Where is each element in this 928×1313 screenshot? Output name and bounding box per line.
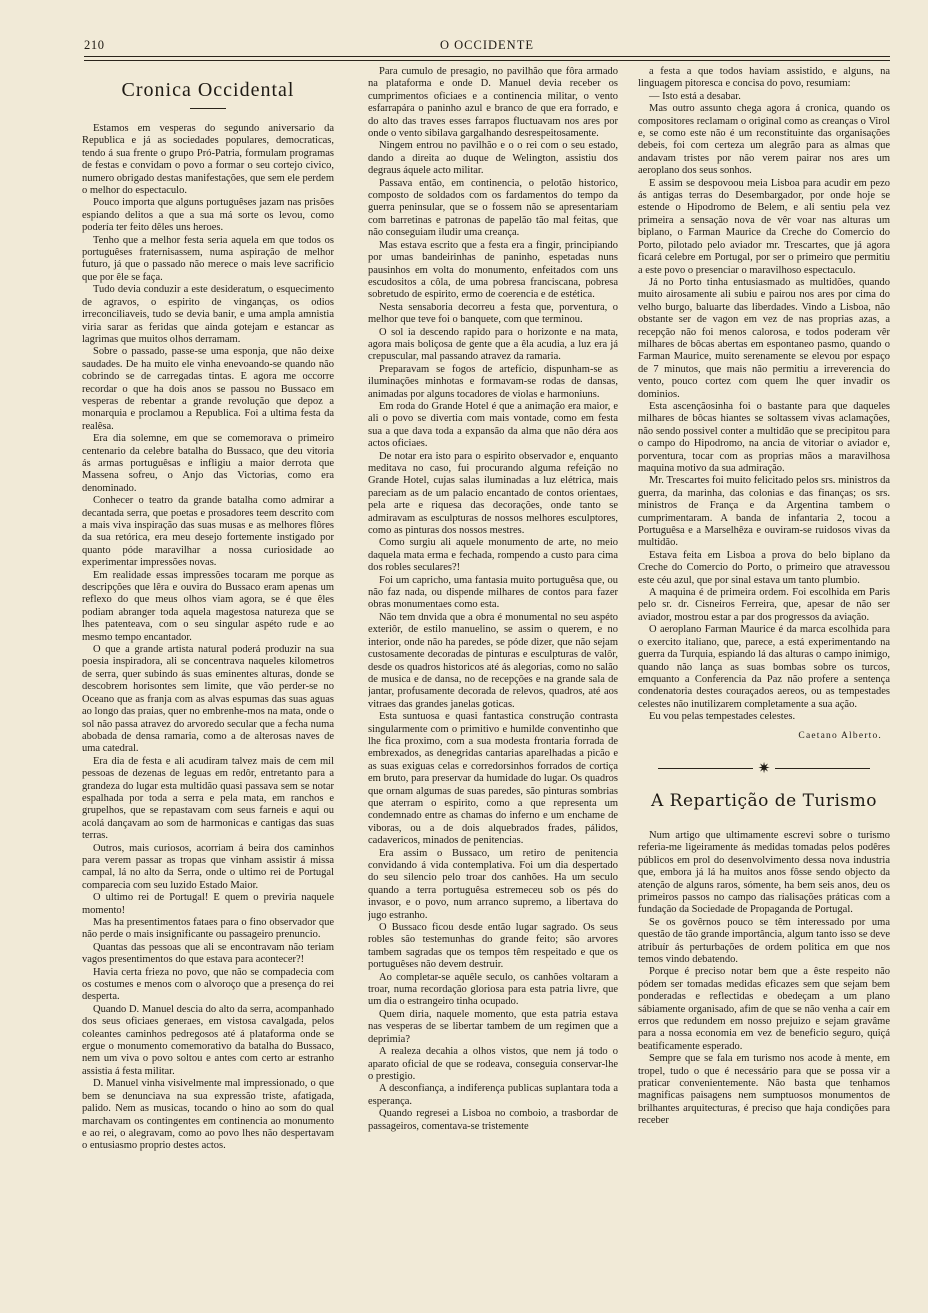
- column-3-body: [638, 66, 890, 724]
- paragraph: Já no Porto tinha entusiasmado as multidões, quando muito airosamente ali subiu e pairou nos ares por cima do velho burgo, baluarte das liberdades. Vindo a Lisboa, não obstante ser de vagon em vez de nas proprias azas, a recepção não foi menos calorosa, e todos poderam vêr milhares de bôcas abertas em espontaneo pasmo, quando o Farman Maurice, muito serenamente se elevou por espaço de 7 minutos, que mais não permitiu a irreverencia do vento, pouco cortez com quem lhe quer invadir os dominios.: [638, 276, 890, 400]
- paragraph: E assim se despovoou meia Lisboa para acudir em pezo ás antigas terras do Desembargador, por onde hoje se estende o Hipodromo de Belem, e ali sentiu pela vez primeira a sensação nova de vêr voar nas alturas um biplano, o Farman Maurice da Creche do Comercio do Porto, pilotado pelo aviador mr. Trescartes, que já agora ficará celebre em Portugal, por ser o primeiro que permitiu a este povo o presenciar o maravilhoso espectaculo.: [638, 177, 890, 276]
- paragraph: O ultimo rei de Portugal! E quem o previria naquele momento!: [82, 892, 334, 916]
- article-2-body: [638, 830, 890, 1128]
- paragraph: Ningem entrou no pavilhão e o o rei com o seu estado, dando a direita ao duque de Welington, assistiu dos degraus áquele acto militar.: [368, 140, 618, 177]
- paragraph: Era dia de festa e ali acudiram talvez mais de cem mil pessoas de dezenas de leguas em redôr, entretanto para a grandeza do lugar esta multidão quasi passava sem se notar espalhada por toda a serra e pela mata, em ranchos e grupelhos, que se repastavam com seus farneis e aqui ou acolá dançavam ao som de harmonicas e cantigas das suas terras.: [82, 755, 334, 842]
- paragraph: D. Manuel vinha visivelmente mal impressionado, o que bem se denunciava na sua expressão triste, afatigada, palido. Nem as musicas, tocando o hino ao som do qual marchavam os contingentes em continencia ao monumento e ao rei, o alegravam, como ao povo lhes não despertavam o entusiasmo proprio destes actos.: [82, 1078, 334, 1152]
- paragraph: Em roda do Grande Hotel é que a animação era maior, e ali o povo se divertia com mais vontade, como em festa sua a que dava toda a expansão da alma que não déra aos actos oficiaes.: [368, 400, 618, 450]
- divider-line-right: [775, 768, 870, 769]
- paragraph: De notar era isto para o espirito observador e, enquanto meditava no caso, fui procurando alguma refeição no Grande Hotel, cujas salas iluminadas a luz elétrica, mais pareciam as de um palacio encantado de contos orientaes, pela arte e riquesa das decorações, onde tanto se admiravam as esculpturas de nossos melhores esculptores, como as pinturas dos nossos mestres.: [368, 450, 618, 537]
- paragraph: Quando D. Manuel descia do alto da serra, acompanhado dos seus oficiaes generaes, em vistosa cavalgada, pelos coleantes caminhos pedregosos até á plataforma onde se ergue o monumento comemorativo da batalha do Bussaco, nem um viva o povo soltou e antes com certo ar estranho assistia á festa militar.: [82, 1003, 334, 1077]
- paragraph: Para cumulo de presagio, no pavilhão que fôra armado na plataforma e onde D. Manuel devia receber os cumprimentos oficiaes e a continencia militar, o vento esfarrapára o paninho azul e branco de que era forrado, e do alto das traves esses farrapos fluctuavam nos ares por onde o vento sibilava gargalhando desrespeitosamente.: [368, 66, 618, 140]
- paragraph: Sempre que se fala em turismo nos acode à mente, em tropel, tudo o que é necessário para que se possa vir a praticar convenientemente. Não basta que tenhamos magnificas paisagens nem sumptuosos monumentos de brilhantes arquitecturas, é preciso que haja condições para receber: [638, 1053, 890, 1127]
- divider-line-left: [658, 768, 753, 769]
- paragraph: O que a grande artista natural poderá produzir na sua poesia inspiradora, ali se concentrava naqueles kilometros de serra, quer subindo ás suas eminentes alturas, donde se descobrem horisontes sem limite, que vão perder-se no Oceano que as franja com as alvas espumas das suas aguas ao longo das praias, quer no embrenhe-mos na mata, onde o sol não passa atravez do arvoredo secular que a fecha numa abobada de densa ramaria, como a de alterosas naves de uma catedral.: [82, 644, 334, 755]
- page-number: 210: [84, 38, 105, 52]
- column-2: [368, 66, 618, 1298]
- paragraph: Porque é preciso notar bem que a êste respeito não pódem ser tomadas medidas eficazes sem que sejam bem ponderadas e reflectidas e obedeçam a um plano sábiamente organisado, afim de que se não venha a caír em erros que redundem em nosso prejuizo e sejam gravâme para a nossa economia em vez de beneficio seguro, quiçá beatificamente esperado.: [638, 966, 890, 1052]
- section-divider: [638, 760, 890, 776]
- paragraph: Conhecer o teatro da grande batalha como admirar a decantada serra, que poetas e prosadores teem descrito com a mais viva inspiração das suas musas e as melhores flôres da sua retórica, era meu desejo fortemente instigado por quanto póde maravilhar a nossa curiosidade ao experimentar impressões novas.: [82, 495, 334, 569]
- paragraph: Nesta sensaboria decorreu a festa que, porventura, o melhor que teve foi o banquete, com que terminou.: [368, 301, 618, 326]
- paragraph: Quem diria, naquele momento, que esta patria estava nas vesperas de se libertar tambem de um regimen que a deprimia?: [368, 1008, 618, 1045]
- paragraph: Num artigo que ultimamente escrevi sobre o turismo referia-me ligeiramente ás medidas tomadas pelos podêres públicos em prol do desenvolvimento dessa nova industria que, embora já lá ha muitos anos fôsse sendo objecto da atenção de alguns raros, sómente, ha bem seis anos, deu os primeiros passos no campo das rialisações práticas com a fundação da Sociedade de Propaganda de Portugal.: [638, 829, 890, 916]
- paragraph: Mas estava escrito que a festa era a fingir, principiando por umas bandeirinhas de paninho, espetadas nuns pausinhos em volta do monumento, enfeitados com uns escudositos a côla, de uma pobresa franciscana, pobresa sobretudo de espirito, ermo de coerencia e de estética.: [368, 239, 618, 301]
- paragraph: Era dia solemne, em que se comemorava o primeiro centenario da celebre batalha do Bussaco, que deu vitoria ás armas portuguêsas e infligiu a maior derrota que Massena sofreu, o Anjo das Victorias, como era denominado.: [82, 433, 334, 494]
- column-3: [638, 66, 890, 1298]
- paragraph: Passava então, em continencia, o pelotão historico, composto de soldados com os fardamentos do tempo da guerra peninsular, que se o fossem não se apresentariam com barretinas e patronas de papelão tão mal feitas, que não conseguiam iludir uma creança.: [368, 177, 618, 239]
- ornament-icon: ✷: [757, 758, 771, 777]
- paragraph: Estava feita em Lisboa a prova do belo biplano da Creche do Comercio do Porto, o primeiro que atravessou este céu azul, que por sinal estava um tanto plumbio.: [638, 549, 890, 586]
- paragraph: Eu vou pelas tempestades celestes.: [649, 711, 796, 723]
- paragraph: Sobre o passado, passe-se uma esponja, que não deixe saudades. De ha muito ele vinha enevoando-se quando não cobrindo se de carregadas tintas. E agora me occorre recordar o que ha dois anos se passou no Bussaco em vesperas de rebentar a grande revolução que depoz a monarquia e proclamou a Republica. Foi a ultima festa da realêsa.: [82, 346, 334, 432]
- header-rule: [84, 56, 890, 61]
- paragraph: Mas outro assunto chega agora á cronica, quando os compositores reclamam o original como as creanças o Virol e, se como este não é um reconstituinte das organisações debeis, foi com certeza um alegrão para as almas que andavam tristes por não verem pairar nos ares um aeroplano dos seus sonhos.: [638, 103, 890, 177]
- paragraph: — Isto está a desabar.: [649, 90, 741, 102]
- publication-title: O OCCIDENTE: [440, 38, 534, 52]
- paragraph: Como surgiu ali aquele monumento de arte, no meio daquela mata erma e fechada, rompendo a custo para cima dos robles seculares?!: [368, 537, 618, 574]
- title-rule: [190, 108, 226, 109]
- paragraph: Mr. Trescartes foi muito felicitado pelos srs. ministros da guerra, da marinha, das colonias e das finanças; os srs. ministros de França e da Argentina tambem o cumprimentaram. A banda de infantaria 2, tocou a Portuguêsa e a Marselhêza e ouviram-se ruidosos vivas da multidão.: [638, 475, 890, 549]
- column-1-body: [82, 123, 334, 1153]
- paragraph: Mas ha presentimentos fataes para o fino observador que não perde o mais insignificante ou passageiro prenuncio.: [82, 917, 334, 941]
- article-title: Cronica Occidental: [121, 79, 295, 101]
- paragraph: Quantas das pessoas que ali se encontravam não teriam vagos presentimentos do que estava para acontecer?!: [82, 941, 334, 966]
- article-2-title: A Repartição de Turismo: [650, 790, 878, 811]
- column-1: [82, 66, 334, 1298]
- paragraph: Foi um capricho, uma fantasia muito portuguêsa que, ou não faz nada, ou dispende milhares de contos para fazer obras monumentaes como esta.: [368, 574, 618, 611]
- column-2-body: [368, 66, 618, 1133]
- paragraph: Pouco importa que alguns portuguêses jazam nas prisões espiando delitos a que a sua má sorte os levou, como podería ter feito dêles uns heroes.: [82, 197, 334, 234]
- paragraph: Tenho que a melhor festa seria aquela em que todos os portuguêses fraternisassem, numa aspiração de melhor futuro, já que o passado não merece o mais leve sacrificio que por êle se faça.: [82, 234, 334, 283]
- paragraph: Quando regresei a Lisboa no comboio, a trasbordar de passageiros, comentava-se tristemente: [368, 1108, 618, 1132]
- paragraph: a festa a que todos haviam assistido, e alguns, na linguagem pitoresca e concisa do povo, resumiam:: [638, 66, 890, 90]
- paragraph: Esta ascençãosinha foi o bastante para que daqueles milhares de bôcas hiantes se soltassem vivas aclamações, não sendo possivel conter a multidão que se precipitou para o campo do Hipodromo, na ancia de vitoriar o aviador e, porventura, tocar com as proprias mãos a maravilhosa maquina motivo da sua admiração.: [638, 400, 890, 474]
- paragraph: A realeza decahia a olhos vistos, que nem já todo o aparato oficial de que se rodeava, conseguia conservar-lhe o prestigio.: [368, 1046, 618, 1082]
- paragraph: Tudo devia conduzir a este desideratum, o esquecimento de agravos, o espirito de vinganças, os odios irreconciliaveis, tudo se devia banir, e uma ampla amnistia viria sarar as feridas que ainda gotejam e estancar as lagrimas que muitos olhos derramam.: [82, 284, 334, 345]
- paragraph: Estamos em vesperas do segundo aniversario da Republica e já as sociedades populares, democraticas, tendo á sua frente o grupo Pró-Patria, formulam programas de festas e convidam o povo a formar o seu cortejo civico, numero obrigado destas manifestações, que sem ele perdem o melhor do espectaculo.: [82, 123, 334, 197]
- paragraph: Havia certa frieza no povo, que não se compadecia com os costumes e menos com o alvoroço que a presença do rei desperta.: [82, 966, 334, 1003]
- article-signature: Caetano Alberto.: [798, 730, 882, 741]
- paragraph: Preparavam se fogos de artefício, dispunham-se as iluminações minhotas e formavam-se rodas de dansas, animadas por alguns tocadores de violas e harmoniuns.: [368, 363, 618, 400]
- paragraph: A maquina é de primeira ordem. Foi escolhida em Paris pelo sr. dr. Cisneiros Ferreira, que, apesar de não ser aviador, mostrou estar a par dos progressos da aviação.: [638, 587, 890, 623]
- paragraph: A desconfiança, a indiferença publicas suplantara toda a esperança.: [368, 1083, 618, 1107]
- paragraph: Outros, mais curiosos, acorriam á beira dos caminhos para verem passar as tropas que vinham assistir á missa campal, lá no alto da Serra, onde o ultimo rei de Portugal comparecia com seu luzido Estado Maior.: [82, 842, 334, 891]
- page-header: [84, 36, 890, 58]
- paragraph: Ao completar-se aquêle seculo, os canhões voltaram a troar, numa recordação gloriosa para esta patria livre, que um dia o estrangeiro tinha ocupado.: [368, 971, 618, 1008]
- paragraph: O Bussaco ficou desde então lugar sagrado. Os seus robles são testemunhas do grande feito; são arvores tambem sagradas que os tempos têm respeitado e que os portuguêses não devem destruir.: [368, 922, 618, 971]
- paragraph: Era assim o Bussaco, um retiro de penitencia convidando á vida contemplativa. Foi um dia despertado do seu silencio pelo troar dos canhões. Ha um seculo quando a terra portuguêsa estremeceu sob os pés do invasor, e o povo, num arranco supremo, a libertava do jugo estranho.: [368, 847, 618, 921]
- paragraph: Não tem dnvida que a obra é monumental no seu aspéto exteriôr, de estilo manuelino, se assim o querem, e no interior, onde não ha paredes, se póde dizer, que não sejam custosamente decoradas de pinturas e esculpturas de valôr, desde os quadros historicos até ás alegorias, como no salão de musica e de dansa, no de recepções e na grande sala de jantar, profusamente decorada de relevos, quadros, até aos vitraes das grandes janelas goticas.: [368, 611, 618, 710]
- paragraph: Em realidade essas impressões tocaram me porque as descripções que lêra e ouvira do Bussaco eram apenas um reflexo do que meus olhos viam agora, se é que êles podiam abranger toda aquela magestosa natureza que se lhes patenteava, com o seu singular aspéto rude e ao mesmo tempo encantador.: [82, 569, 334, 643]
- paragraph: O aeroplano Farman Maurice é da marca escolhida para o exercito italiano, que, parece, a está experimentando na guerra da Turquia, espiando lá das alturas o campo inimigo, quando não lança as suas bombas sobre os turcos, emquanto a Conferencia da Paz não profere a sentença condenatoria destes couraçados aereos, ou as tempestades celestes não inutilizarem completamente a sua ação.: [638, 624, 890, 710]
- paragraph: Esta suntuosa e quasi fantastica construção contrasta singularmente com o primitivo e humilde conventinho que lhe fica proximo, com a sua modesta frontaria forrada de embrexados, as denegridas cantarias aparelhadas a picão e as suas exiguas celas e corredorsinhos forrados de cortiça em bruto, para preservar da humidade do lugar. Os quadros que ornam algumas de suas paredes, são pinturas sombrias que aterram o espirito, como a que representa um condemnado entre as chamas do inferno e um enchame de viboras, ou a de dois alquebrados frades, pálidos, cadavericos, minados de penitencias.: [368, 711, 618, 847]
- paragraph: O sol ia descendo rapido para o horizonte e na mata, agora mais boliçosa de gente que a êla acudia, a luz era já crepuscular, mal passando atravez da ramaria.: [368, 326, 618, 363]
- paragraph: Se os govêrnos pouco se têm interessado por uma questão de tão grande importância, algum tanto isso se deve atribuír ás perturbações de ordem politica em que nos temos vindo debatendo.: [638, 916, 890, 965]
